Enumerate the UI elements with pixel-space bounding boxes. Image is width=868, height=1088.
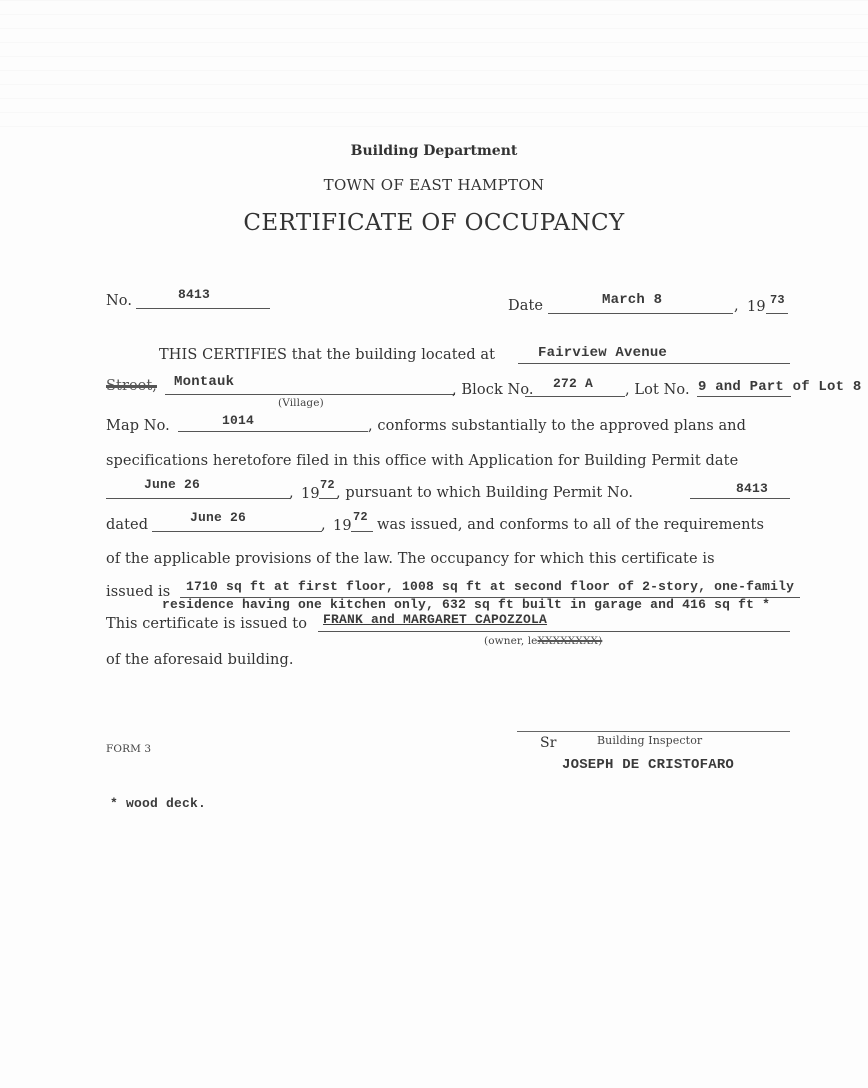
village-caption: (Village)	[278, 397, 324, 409]
lot-blank	[697, 396, 791, 397]
application-year-prefix: 19	[301, 486, 320, 502]
block-value: 272 A	[553, 376, 594, 391]
block-blank	[525, 396, 625, 397]
form-number: FORM 3	[106, 743, 152, 755]
bleed-through-texture	[0, 0, 868, 130]
issued-to-blank	[318, 631, 790, 632]
footnote: * wood deck.	[110, 796, 207, 811]
aforesaid-text: of the aforesaid building.	[106, 652, 294, 668]
permit-date: June 26	[190, 510, 247, 525]
town-heading: TOWN OF EAST HAMPTON	[323, 176, 545, 194]
issued-to-label: This certificate is issued to	[106, 616, 308, 632]
permit-number: 8413	[736, 481, 769, 496]
village-blank	[165, 394, 455, 395]
street-struck-label: Street,	[106, 378, 157, 394]
permit-no-blank	[690, 498, 790, 499]
date-blank	[548, 313, 733, 314]
issued-is-label: issued is	[106, 584, 171, 600]
application-comma: ,	[289, 485, 294, 501]
date-label: Date	[508, 298, 544, 314]
lot-value: 9 and Part of Lot 8	[698, 379, 862, 395]
map-label: Map No.	[106, 418, 170, 434]
dated-label: dated	[106, 517, 149, 533]
no-blank	[136, 308, 270, 309]
street-blank	[518, 363, 790, 364]
specifications-text: specifications heretofore filed in this office with Application for Building Permit date	[106, 453, 739, 469]
block-label: , Block No.	[452, 382, 534, 398]
permit-year: 72	[353, 510, 368, 524]
sr-label: Sr	[540, 735, 557, 751]
map-blank	[178, 431, 368, 432]
lessee-struck: XXXXXXXX)	[537, 635, 603, 647]
certificate-date: March 8	[602, 292, 663, 308]
certifies-text: THIS CERTIFIES that the building located at	[159, 347, 496, 363]
date-year-blank	[766, 313, 788, 314]
permit-date-blank	[152, 531, 322, 532]
permit-year-prefix: 19	[333, 518, 352, 534]
certificate-number: 8413	[178, 287, 211, 302]
conforms-text: , conforms substantially to the approved plans and	[368, 418, 747, 434]
application-date: June 26	[144, 477, 201, 492]
application-date-blank	[106, 498, 290, 499]
application-year-blank	[319, 498, 337, 499]
applicable-text: of the applicable provisions of the law. The occupancy for which this certificate is	[106, 551, 715, 567]
date-year-prefix: 19	[747, 299, 766, 315]
map-value: 1014	[222, 413, 255, 428]
occupancy-description-line2: residence having one kitchen only, 632 sq ft built in garage and 416 sq ft *	[162, 597, 771, 612]
inspector-caption: Building Inspector	[597, 734, 703, 747]
was-issued-text: was issued, and conforms to all of the requirements	[377, 517, 765, 533]
lot-label: , Lot No.	[625, 382, 690, 398]
permit-year-blank	[351, 531, 373, 532]
certificate-year: 73	[770, 293, 785, 307]
owner-caption: (owner, leXXXXXXXX)	[484, 635, 603, 647]
department-heading: Building Department	[350, 143, 518, 159]
document-title: CERTIFICATE OF OCCUPANCY	[243, 210, 625, 236]
owner-name: FRANK and MARGARET CAPOZZOLA	[323, 612, 548, 627]
permit-date-comma: ,	[321, 517, 326, 533]
signature-line	[517, 731, 790, 732]
pursuant-text: , pursuant to which Building Permit No.	[336, 485, 634, 501]
application-year: 72	[320, 478, 335, 492]
street-value: Fairview Avenue	[538, 345, 668, 361]
inspector-name: JOSEPH DE CRISTOFARO	[562, 757, 735, 773]
occupancy-description-line1: 1710 sq ft at first floor, 1008 sq ft at second floor of 2-story, one-family	[186, 579, 795, 594]
date-comma: ,	[734, 298, 739, 314]
village-value: Montauk	[174, 374, 235, 390]
no-label: No.	[106, 293, 133, 309]
